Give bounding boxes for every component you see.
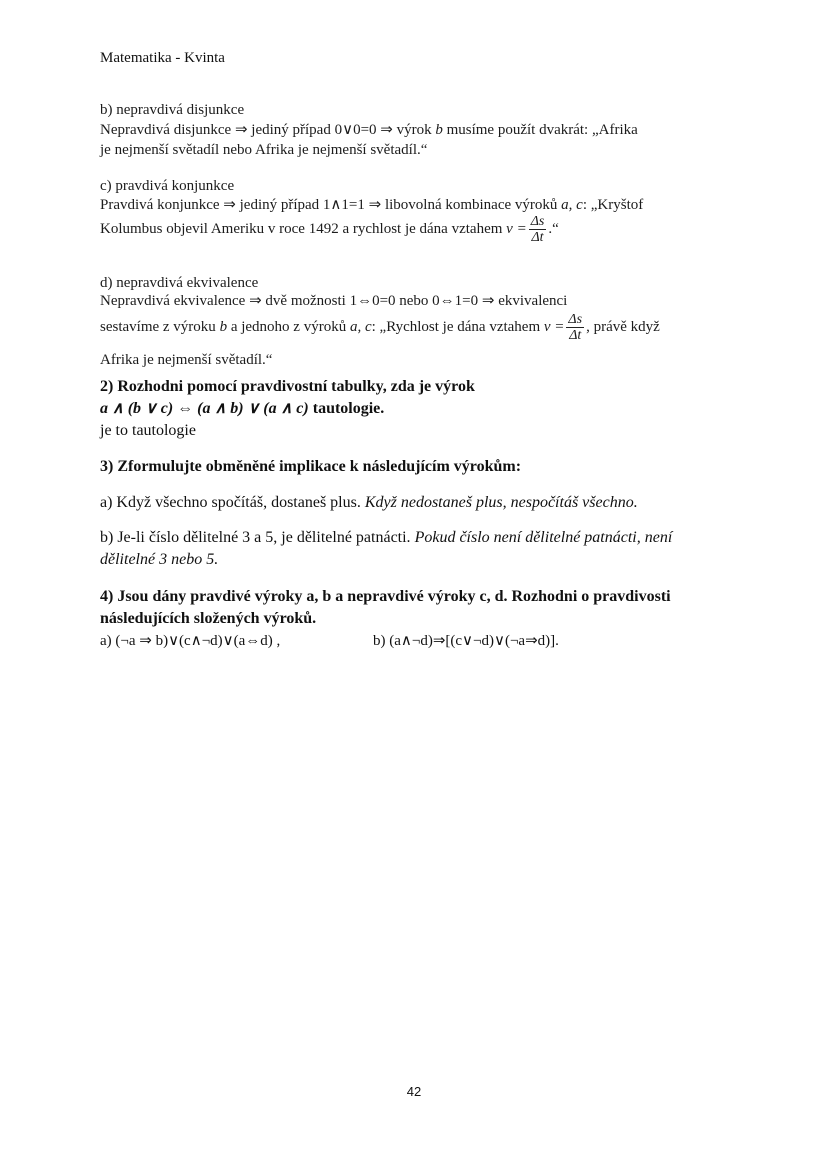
task-3b-line1: b) Je-li číslo dělitelné 3 a 5, je dělitelné patnácti. Pokud číslo není dělitelné patnácti, není [100, 529, 673, 546]
task-4-title-line1: 4) Jsou dány pravdivé výroky a, b a nepravdivé výroky c, d. Rozhodni o pravdivosti [100, 588, 671, 605]
section-d-line3: Afrika je nejmenší světadíl.“ [100, 352, 273, 368]
task-4a-formula: a) (¬a ⇒ b)∨(c∧¬d)∨(a⇔d) , [100, 633, 281, 649]
fraction-delta-s-delta-t: $\frac{\Delta s}{\Delta t}$ [568, 312, 583, 343]
section-d-title: d) nepravdivá ekvivalence [100, 275, 259, 291]
task-3b-line2: dělitelné 3 nebo 5. [100, 551, 219, 568]
task-3a: a) Když všechno spočítáš, dostaneš plus. Když nedostaneš plus, nespočítáš všechno. [100, 494, 638, 511]
section-c-title: c) pravdivá konjunkce [100, 178, 235, 194]
task-2-title: 2) Rozhodni pomocí pravdivostní tabulky, zda je výrok [100, 378, 475, 395]
task-3-title: 3) Zformulujte obměněné implikace k následujícím výrokům: [100, 458, 522, 475]
fraction-delta-s-delta-t: $\frac{\Delta s}{\Delta t}$ [530, 214, 545, 245]
section-b-line1: Nepravdivá disjunkce ⇒ jediný případ 0∨0=0 ⇒ výrok b musíme použít dvakrát: „Afrika [100, 122, 638, 138]
section-d-line2: sestavíme z výroku b a jednoho z výroků a, c: „Rychlost je dána vztahem v = $\frac{\Delta s}{\Delta t}$ , právě když [100, 312, 660, 343]
section-c-line2: Kolumbus objevil Ameriku v roce 1492 a rychlost je dána vztahem v = $\frac{\Delta s}{\Delta t}$ .“ [100, 214, 559, 245]
section-b-title: b) nepravdivá disjunkce [100, 102, 245, 118]
page-number: 42 [406, 1084, 422, 1099]
task-4-title-line2: následujících složených výroků. [100, 610, 317, 627]
section-b-line2: je nejmenší světadíl nebo Afrika je nejmenší světadíl.“ [100, 142, 428, 158]
page-header: Matematika - Kvinta [100, 50, 225, 66]
section-c-line1: Pravdivá konjunkce ⇒ jediný případ 1∧1=1 ⇒ libovolná kombinace výroků a, c: „Kryštof [100, 197, 644, 213]
task-2-formula: a ∧ (b ∨ c) ⇔ (a ∧ b) ∨ (a ∧ c) tautologie. [100, 400, 385, 417]
section-d-line1: Nepravdivá ekvivalence ⇒ dvě možnosti 1⇔0=0 nebo 0⇔1=0 ⇒ ekvivalenci [100, 293, 568, 309]
task-2-answer: je to tautologie [100, 422, 196, 439]
task-4b-formula: b) (a∧¬d)⇒[(c∨¬d)∨(¬a⇒d)]. [373, 633, 559, 649]
